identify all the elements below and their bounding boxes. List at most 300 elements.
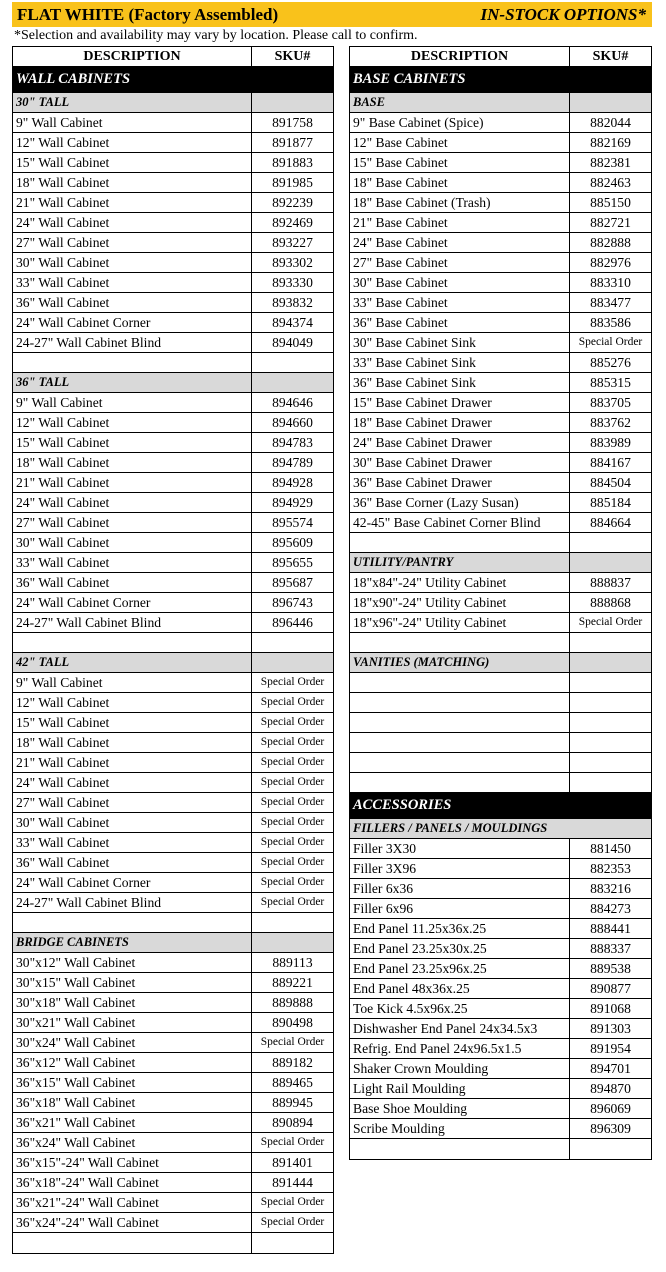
subsection-header [13,93,333,113]
item-sku: 895574 [251,513,333,532]
item-description: Filler 6x96 [353,901,414,916]
item-sku: Special Order [251,673,333,692]
item-description: 18"x90"-24" Utility Cabinet [353,595,507,610]
item-description [350,773,569,792]
table-row [13,1073,333,1093]
table-row [13,873,333,893]
table-row [13,273,333,293]
item-description: 33" Wall Cabinet [16,835,110,850]
item-sku: Special Order [251,773,333,792]
item-sku: 891877 [251,133,333,152]
item-description [13,353,251,372]
item-description: 18" Wall Cabinet [16,735,110,750]
table-row [13,1173,333,1193]
section-title: ACCESSORIES [353,797,452,813]
table-row [350,999,651,1019]
item-sku: Special Order [251,693,333,712]
item-sku: 896309 [569,1119,651,1138]
item-description: 30" Base Cabinet Drawer [353,455,492,470]
subsection-title: 30" TALL [16,95,70,109]
blank-row [350,1139,651,1159]
item-description: 24" Wall Cabinet [16,495,110,510]
table-row [350,493,651,513]
item-sku [251,633,333,652]
table-row [13,813,333,833]
item-sku: 883762 [569,413,651,432]
section-header [350,793,651,819]
item-sku [251,913,333,932]
section-header [350,67,651,93]
item-sku [569,733,651,752]
table-row [350,233,651,253]
table-row [13,853,333,873]
table-row [13,573,333,593]
table-row [13,213,333,233]
blank-row [13,353,333,373]
item-sku: 885184 [569,493,651,512]
item-sku: 891444 [251,1173,333,1192]
item-description: 36" Wall Cabinet [16,855,110,870]
item-description: End Panel 23.25x30x.25 [353,941,487,956]
item-description: 30"x21" Wall Cabinet [16,1015,136,1030]
table-row [13,533,333,553]
item-description: 24" Wall Cabinet Corner [16,875,151,890]
item-sku [569,673,651,692]
item-description: 9" Wall Cabinet [16,675,103,690]
item-sku: 891954 [569,1039,651,1058]
table-row [13,193,333,213]
column-header-row [13,47,333,67]
table-row [350,1019,651,1039]
table-row [350,879,651,899]
item-description: 30" Wall Cabinet [16,815,110,830]
item-sku: 894928 [251,473,333,492]
item-description: 30"x24" Wall Cabinet [16,1035,136,1050]
table-row [13,1213,333,1233]
subsection-header [13,373,333,393]
item-sku [569,633,651,652]
table-row [13,553,333,573]
table-row [350,919,651,939]
item-description: 9" Wall Cabinet [16,395,103,410]
item-description: 9" Wall Cabinet [16,115,103,130]
item-description: 33" Base Cabinet Sink [353,355,476,370]
table-row [350,593,651,613]
subsection-header [350,93,651,113]
table-row [13,893,333,913]
item-description [350,693,569,712]
table-row [350,613,651,633]
item-description: 15" Base Cabinet [353,155,448,170]
item-sku: 883477 [569,293,651,312]
item-description: 21" Wall Cabinet [16,195,110,210]
item-description: 36" Base Cabinet Drawer [353,475,492,490]
item-sku: 888441 [569,919,651,938]
item-description: 27" Wall Cabinet [16,235,110,250]
sku-header: SKU# [251,47,333,66]
blank-row [350,773,651,793]
availability-note: *Selection and availability may vary by location. Please call to confirm. [14,28,418,43]
subsection-sku-cell [251,93,333,112]
subsection-sku-cell [251,933,333,952]
item-description [13,1233,251,1253]
column-header-row [350,47,651,67]
table-row [350,213,651,233]
item-sku: 895687 [251,573,333,592]
description-header: DESCRIPTION [410,49,509,64]
blank-row [13,913,333,933]
item-sku: Special Order [251,753,333,772]
item-sku: 883989 [569,433,651,452]
table-row [350,939,651,959]
table-row [13,1113,333,1133]
item-sku: 894660 [251,413,333,432]
item-description: 36"x12" Wall Cabinet [16,1055,136,1070]
table-row [350,413,651,433]
item-description: 18" Wall Cabinet [16,175,110,190]
item-sku [569,1139,651,1159]
item-sku: 894789 [251,453,333,472]
item-description: 18" Base Cabinet (Trash) [353,195,491,210]
table-row [350,333,651,353]
table-row [13,833,333,853]
item-sku: 893227 [251,233,333,252]
item-description: 15" Wall Cabinet [16,715,110,730]
blank-row [350,533,651,553]
item-description: 36"x21" Wall Cabinet [16,1115,136,1130]
item-sku: 892469 [251,213,333,232]
item-sku: 893330 [251,273,333,292]
item-sku [569,773,651,792]
item-description: 24" Base Cabinet [353,235,448,250]
item-sku: 883216 [569,879,651,898]
item-sku: 883705 [569,393,651,412]
subsection-header [350,553,651,573]
item-description: 18"x84"-24" Utility Cabinet [353,575,507,590]
item-sku: Special Order [251,1133,333,1152]
table-row [13,333,333,353]
item-sku: 891303 [569,1019,651,1038]
blank-row [350,673,651,693]
item-sku: 882353 [569,859,651,878]
base-cabinets-table [349,46,652,1160]
item-sku: 884273 [569,899,651,918]
item-sku: 888868 [569,593,651,612]
item-description: 18"x96"-24" Utility Cabinet [353,615,507,630]
item-description: Filler 6x36 [353,881,414,896]
item-description: 12" Base Cabinet [353,135,448,150]
table-row [13,513,333,533]
item-description: 27" Base Cabinet [353,255,448,270]
item-sku: 890877 [569,979,651,998]
table-row [13,493,333,513]
item-description: 9" Base Cabinet (Spice) [353,115,484,130]
item-sku: 890498 [251,1013,333,1032]
item-sku: 882888 [569,233,651,252]
subsection-title: BASE [353,95,385,109]
item-description: 30" Wall Cabinet [16,255,110,270]
item-description [350,673,569,692]
table-row [13,293,333,313]
item-sku [251,353,333,372]
table-row [13,773,333,793]
item-description: 42-45" Base Cabinet Corner Blind [353,515,541,530]
item-description: 30" Base Cabinet [353,275,448,290]
subsection-title: FILLERS / PANELS / MOULDINGS [353,821,548,835]
table-row [13,1133,333,1153]
subsection-header [13,933,333,953]
item-sku: 896069 [569,1099,651,1118]
item-sku: 889945 [251,1093,333,1112]
item-sku: 884664 [569,513,651,532]
sku-header: SKU# [569,47,651,66]
item-description: 24" Wall Cabinet Corner [16,595,151,610]
item-sku: 882976 [569,253,651,272]
table-row [350,373,651,393]
subsection-title: UTILITY/PANTRY [353,555,454,569]
item-sku: 891758 [251,113,333,132]
item-sku: 889888 [251,993,333,1012]
item-sku: 889465 [251,1073,333,1092]
table-row [13,413,333,433]
item-sku: 882721 [569,213,651,232]
table-row [13,953,333,973]
table-row [13,713,333,733]
item-sku: 894783 [251,433,333,452]
item-sku: 895609 [251,533,333,552]
table-row [13,1093,333,1113]
table-row [350,899,651,919]
item-description: 15" Wall Cabinet [16,155,110,170]
blank-row [13,633,333,653]
table-row [13,753,333,773]
item-description: 33" Base Cabinet [353,295,448,310]
item-sku [251,1233,333,1253]
table-row [350,313,651,333]
item-sku: 893302 [251,253,333,272]
item-sku: Special Order [251,793,333,812]
item-description: 21" Wall Cabinet [16,475,110,490]
table-row [13,153,333,173]
section-title: BASE CABINETS [353,71,466,87]
item-description: 24" Base Cabinet Drawer [353,435,492,450]
item-description: 30"x12" Wall Cabinet [16,955,136,970]
table-row [13,133,333,153]
subsection-title: VANITIES (MATCHING) [353,655,490,669]
subsection-header [350,653,651,673]
blank-row [350,753,651,773]
item-description: End Panel 23.25x96x.25 [353,961,487,976]
subsection-sku-cell [569,93,651,112]
item-sku: 885276 [569,353,651,372]
table-row [350,1099,651,1119]
item-description: 36"x24" Wall Cabinet [16,1135,136,1150]
item-description: 18" Wall Cabinet [16,455,110,470]
table-row [13,473,333,493]
item-description: 30" Base Cabinet Sink [353,335,476,350]
table-row [13,1053,333,1073]
item-sku: 894646 [251,393,333,412]
item-description: Scribe Moulding [353,1121,445,1136]
item-description: Toe Kick 4.5x96x.25 [353,1001,468,1016]
table-row [350,353,651,373]
item-description [350,1139,569,1159]
item-description: Filler 3X30 [353,841,417,856]
item-sku: 889538 [569,959,651,978]
item-sku: Special Order [251,893,333,912]
item-sku: 882463 [569,173,651,192]
item-sku: 895655 [251,553,333,572]
item-sku: 894049 [251,333,333,352]
table-row [13,453,333,473]
item-description: 21" Base Cabinet [353,215,448,230]
blank-row [350,713,651,733]
item-sku: 881450 [569,839,651,858]
title-bar [12,2,652,27]
item-sku: 884504 [569,473,651,492]
item-sku: Special Order [251,1213,333,1232]
section-header [13,67,333,93]
table-row [13,113,333,133]
subsection-sku-cell [569,553,651,572]
item-description: 24" Wall Cabinet [16,775,110,790]
table-row [350,173,651,193]
item-description [13,913,251,932]
item-description: End Panel 11.25x36x.25 [353,921,487,936]
table-row [350,133,651,153]
item-description: 12" Wall Cabinet [16,695,110,710]
item-sku: 889182 [251,1053,333,1072]
item-sku: 894870 [569,1079,651,1098]
table-row [13,1193,333,1213]
item-sku: Special Order [251,833,333,852]
item-description [350,753,569,772]
item-sku: Special Order [251,733,333,752]
item-sku: 894701 [569,1059,651,1078]
item-sku [569,753,651,772]
item-description: 21" Wall Cabinet [16,755,110,770]
table-row [350,193,651,213]
item-description: 27" Wall Cabinet [16,515,110,530]
item-description: Light Rail Moulding [353,1081,466,1096]
item-sku: 891068 [569,999,651,1018]
table-row [350,253,651,273]
item-description [350,733,569,752]
page-subtitle: IN-STOCK OPTIONS* [480,4,646,24]
item-sku: 888337 [569,939,651,958]
item-description: 27" Wall Cabinet [16,795,110,810]
item-sku: 891883 [251,153,333,172]
table-row [350,859,651,879]
table-row [350,473,651,493]
item-sku: Special Order [251,813,333,832]
table-row [350,979,651,999]
item-description: 15" Base Cabinet Drawer [353,395,492,410]
item-sku: Special Order [251,1193,333,1212]
item-description: 24-27" Wall Cabinet Blind [16,895,162,910]
table-row [350,453,651,473]
item-sku: 894929 [251,493,333,512]
item-description: 36"x18" Wall Cabinet [16,1095,136,1110]
item-sku: 891985 [251,173,333,192]
item-sku: 882044 [569,113,651,132]
item-description [350,533,569,552]
item-sku: 883310 [569,273,651,292]
subsection-title: 42" TALL [16,655,70,669]
item-sku: 884167 [569,453,651,472]
table-row [13,973,333,993]
table-row [13,253,333,273]
item-sku: 890894 [251,1113,333,1132]
item-sku: 896743 [251,593,333,612]
table-row [13,993,333,1013]
item-description: Base Shoe Moulding [353,1101,468,1116]
table-row [350,153,651,173]
item-sku: Special Order [569,613,651,632]
item-description: 30"x15" Wall Cabinet [16,975,136,990]
table-row [13,593,333,613]
subsection-sku-cell [251,373,333,392]
item-sku [569,713,651,732]
page-title: FLAT WHITE (Factory Assembled) [17,4,279,24]
blank-row [350,693,651,713]
item-sku [569,533,651,552]
section-title: WALL CABINETS [16,71,131,87]
item-sku: Special Order [251,1033,333,1052]
table-row [13,733,333,753]
subsection-sku-cell [569,653,651,672]
item-description: 24" Wall Cabinet Corner [16,315,151,330]
item-description: Refrig. End Panel 24x96.5x1.5 [353,1041,522,1056]
item-sku: Special Order [251,853,333,872]
item-sku: 882381 [569,153,651,172]
blank-row [350,633,651,653]
table-row [350,1039,651,1059]
item-sku: Special Order [569,333,651,352]
item-description: 33" Wall Cabinet [16,555,110,570]
item-description: 36"x21"-24" Wall Cabinet [16,1195,159,1210]
table-row [13,233,333,253]
item-description: Shaker Crown Moulding [353,1061,489,1076]
item-description: Dishwasher End Panel 24x34.5x3 [353,1021,538,1036]
table-row [350,293,651,313]
table-row [13,1013,333,1033]
item-sku: Special Order [251,713,333,732]
subsection-title: 36" TALL [16,375,70,389]
item-description: 33" Wall Cabinet [16,275,110,290]
item-sku: 882169 [569,133,651,152]
table-row [13,693,333,713]
item-sku: 883586 [569,313,651,332]
table-row [350,273,651,293]
item-sku: 891401 [251,1153,333,1172]
item-description [13,633,251,652]
table-row [350,573,651,593]
item-description: 36"x24"-24" Wall Cabinet [16,1215,159,1230]
subsection-sku-cell [251,653,333,672]
item-description: 36" Wall Cabinet [16,575,110,590]
table-row [350,433,651,453]
item-description: 24-27" Wall Cabinet Blind [16,335,162,350]
table-row [350,513,651,533]
item-description: Filler 3X96 [353,861,417,876]
item-description: 36"x15"-24" Wall Cabinet [16,1155,159,1170]
item-sku: Special Order [251,873,333,892]
item-sku: 893832 [251,293,333,312]
item-sku: 885150 [569,193,651,212]
item-sku: 889113 [251,953,333,972]
item-sku: 892239 [251,193,333,212]
